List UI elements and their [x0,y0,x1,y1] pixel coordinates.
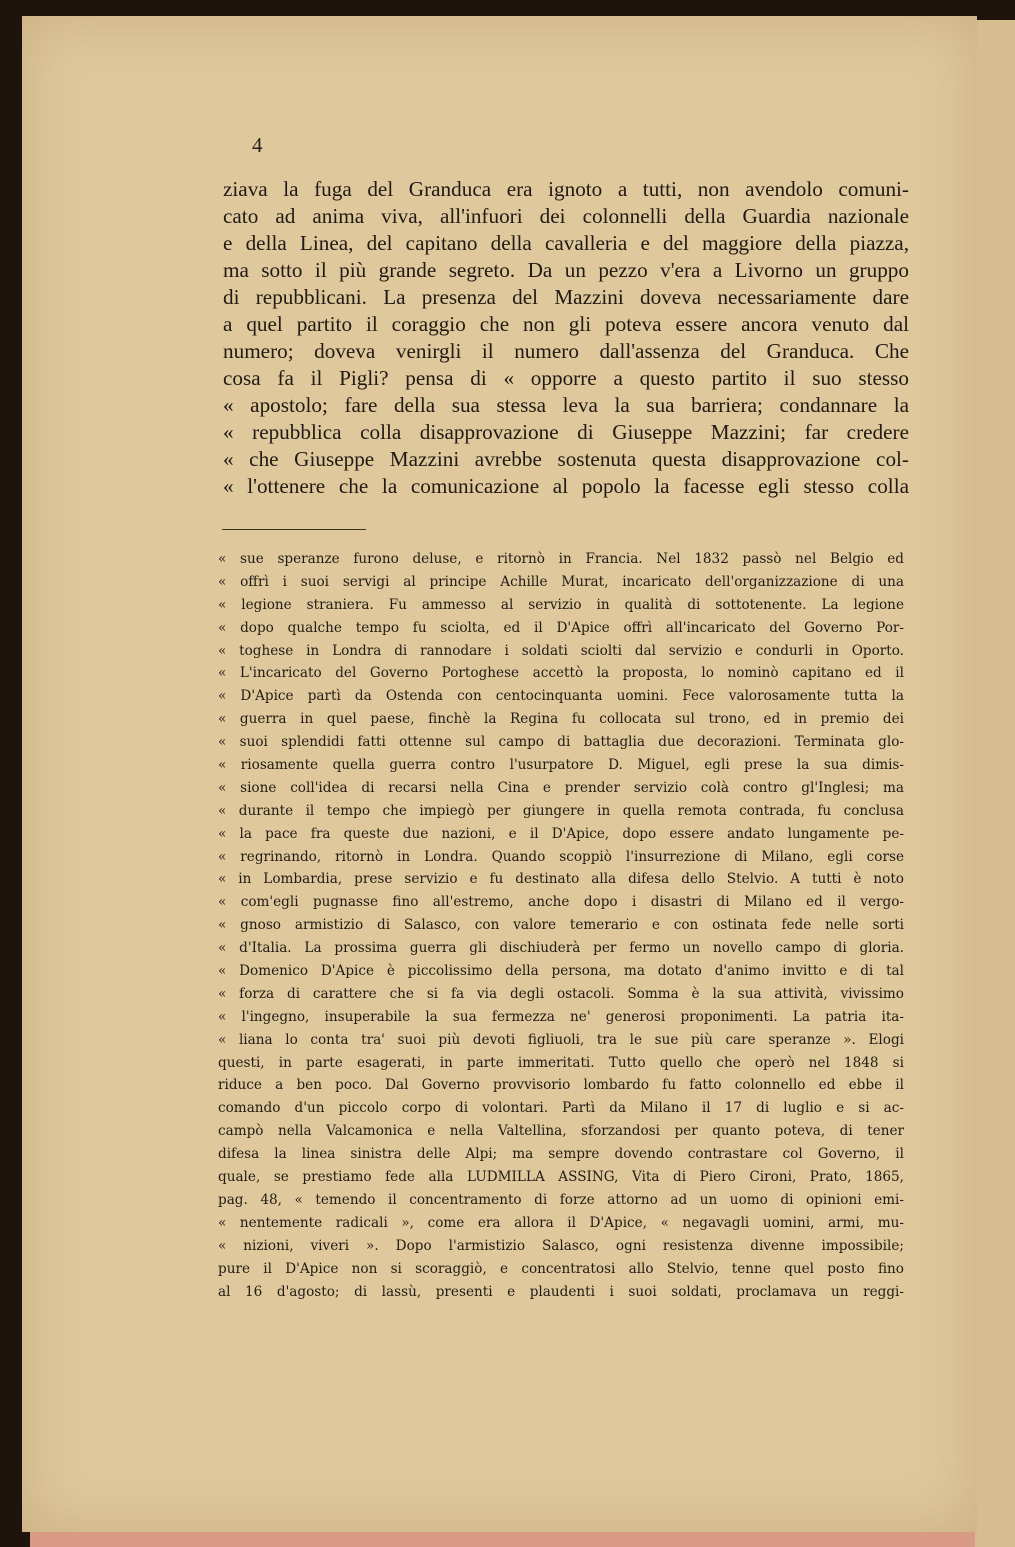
footnote-line: pure il D'Apice non si scoraggiò, e concentratosi allo Stelvio, tenne quel posto fino [218,1260,904,1277]
footnote-line: comando d'un piccolo corpo di volontari. Partì da Milano il 17 di luglio e si ac- [218,1100,904,1117]
footnote-line: « guerra in quel paese, finchè la Regina fu collocata sul trono, ed in premio dei [218,711,904,728]
footnote-line: « durante il tempo che impiegò per giungere in quella remota contrada, fu conclusa [218,802,904,819]
footnote-line: « toghese in Londra di rannodare i soldati sciolti dal servizio e condurli in Oporto. [218,642,904,659]
text-line: di repubblicani. La presenza del Mazzini doveva necessariamente dare [223,285,909,309]
text-line: numero; doveva venirgli il numero dall'assenza del Granduca. Che [223,339,909,363]
footnote-line: « regrinando, ritornò in Londra. Quando scoppiò l'insurrezione di Milano, egli corse [218,848,904,865]
page-number: 4 [252,133,263,157]
text-line: cato ad anima viva, all'infuori dei colonnelli della Guardia nazionale [223,204,909,228]
text-line: « repubblica colla disapprovazione di Giuseppe Mazzini; far credere [223,420,909,444]
footnote-line: « Domenico D'Apice è piccolissimo della persona, ma dotato d'animo invitto e di tal [218,963,904,980]
footnote-line: « liana lo conta tra' suoi più devoti figliuoli, tra le sue più care speranze ». Elogi [218,1031,904,1048]
footnote-line: difesa la linea sinistra delle Alpi; ma sempre dovendo contrastare col Governo, il [218,1146,904,1163]
text-line: ziava la fuga del Granduca era ignoto a tutti, non avendolo comuni- [223,177,909,201]
footnote-line: « forza di carattere che si fa via degli ostacoli. Somma è la sua attività, vivissimo [218,985,904,1002]
footnote [218,548,904,1303]
footnote-line: « offrì i suoi servigi al principe Achille Murat, incaricato dell'organizzazione di una [218,573,904,590]
footnote-line: « sue speranze furono deluse, e ritornò in Francia. Nel 1832 passò nel Belgio ed [218,551,904,567]
text-line: a quel partito il coraggio che non gli poteva essere ancora venuto dal [223,312,909,336]
text-line: « che Giuseppe Mazzini avrebbe sostenuta questa disapprovazione col- [223,447,909,471]
footnote-line: al 16 d'agosto; di lassù, presenti e plaudenti i suoi soldati, proclamava un reggi- [218,1283,904,1300]
footnote-line: pag. 48, « temendo il concentramento di forze attorno ad un uomo di opinioni emi- [218,1191,904,1208]
footnote-line: « riosamente quella guerra contro l'usurpatore D. Miguel, egli prese la sua dimis- [218,757,904,774]
footnote-line: « com'egli pugnasse fino all'estremo, anche dopo i disastri di Milano ed il vergo- [218,894,904,911]
footnote-line: questi, in parte esagerati, in parte immeritati. Tutto quello che operò nel 1848 si [218,1054,904,1071]
footnote-line: « gnoso armistizio di Salasco, con valore temerario e con ostinata fede nelle sorti [218,917,904,934]
footnote-line: « sione coll'idea di recarsi nella Cina e prender servizio colà contro gl'Inglesi; ma [218,779,904,796]
text-line: ma sotto il più grande segreto. Da un pezzo v'era a Livorno un gruppo [223,258,909,282]
footnote-line: « l'ingegno, insuperabile la sua fermezza ne' generosi proponimenti. La patria ita- [218,1008,904,1025]
footnote-line: « D'Apice partì da Ostenda con centocinquanta uomini. Fece valorosamente tutta la [218,688,904,705]
text-line: cosa fa il Pigli? pensa di « opporre a questo partito il suo stesso [223,366,909,390]
footnote-line: « nentemente radicali », come era allora il D'Apice, « negavagli uomini, armi, mu- [218,1214,904,1231]
footnote-line: « L'incaricato del Governo Portoghese accettò la proposta, lo nominò capitano ed il [218,665,904,682]
footnote-line: riduce a ben poco. Dal Governo provvisorio lombardo fu fatto colonnello ed ebbe il [218,1077,904,1094]
footnote-line: « dopo qualche tempo fu sciolta, ed il D'Apice offrì all'incaricato del Governo Por- [218,619,904,636]
footnote-line: « nizioni, viveri ». Dopo l'armistizio Salasco, ogni resistenza divenne impossibile; [218,1237,904,1254]
footnote-line: « la pace fra queste due nazioni, e il D'Apice, dopo essere andato lungamente pe- [218,825,904,842]
footnote-line: quale, se prestiamo fede alla LUDMILLA ASSING, Vita di Piero Cironi, Prato, 1865, [218,1169,904,1186]
main-text [223,176,909,500]
page-bottom-edge [30,1532,975,1547]
footnote-line: campò nella Valcamonica e nella Valtellina, sforzandosi per quanto poteva, di tener [218,1123,904,1140]
text-line: « l'ottenere che la comunicazione al popolo la facesse egli stesso colla [223,474,909,498]
text-line: « apostolo; fare della sua stessa leva la sua barriera; condannare la [223,393,909,417]
footnote-line: « in Lombardia, prese servizio e fu destinato alla difesa dello Stelvio. A tutti è noto [218,871,904,888]
footnote-separator [222,529,366,530]
footnote-line: « legione straniera. Fu ammesso al servizio in qualità di sottotenente. La legione [218,596,904,613]
text-line: e della Linea, del capitano della cavalleria e del maggiore della piazza, [223,231,909,255]
footnote-line: « suoi splendidi fatti ottenne sul campo di battaglia due decorazioni. Terminata glo- [218,734,904,751]
page-edge [972,20,1015,1547]
footnote-line: « d'Italia. La prossima guerra gli dischiuderà per fermo un novello campo di gloria. [218,940,904,957]
